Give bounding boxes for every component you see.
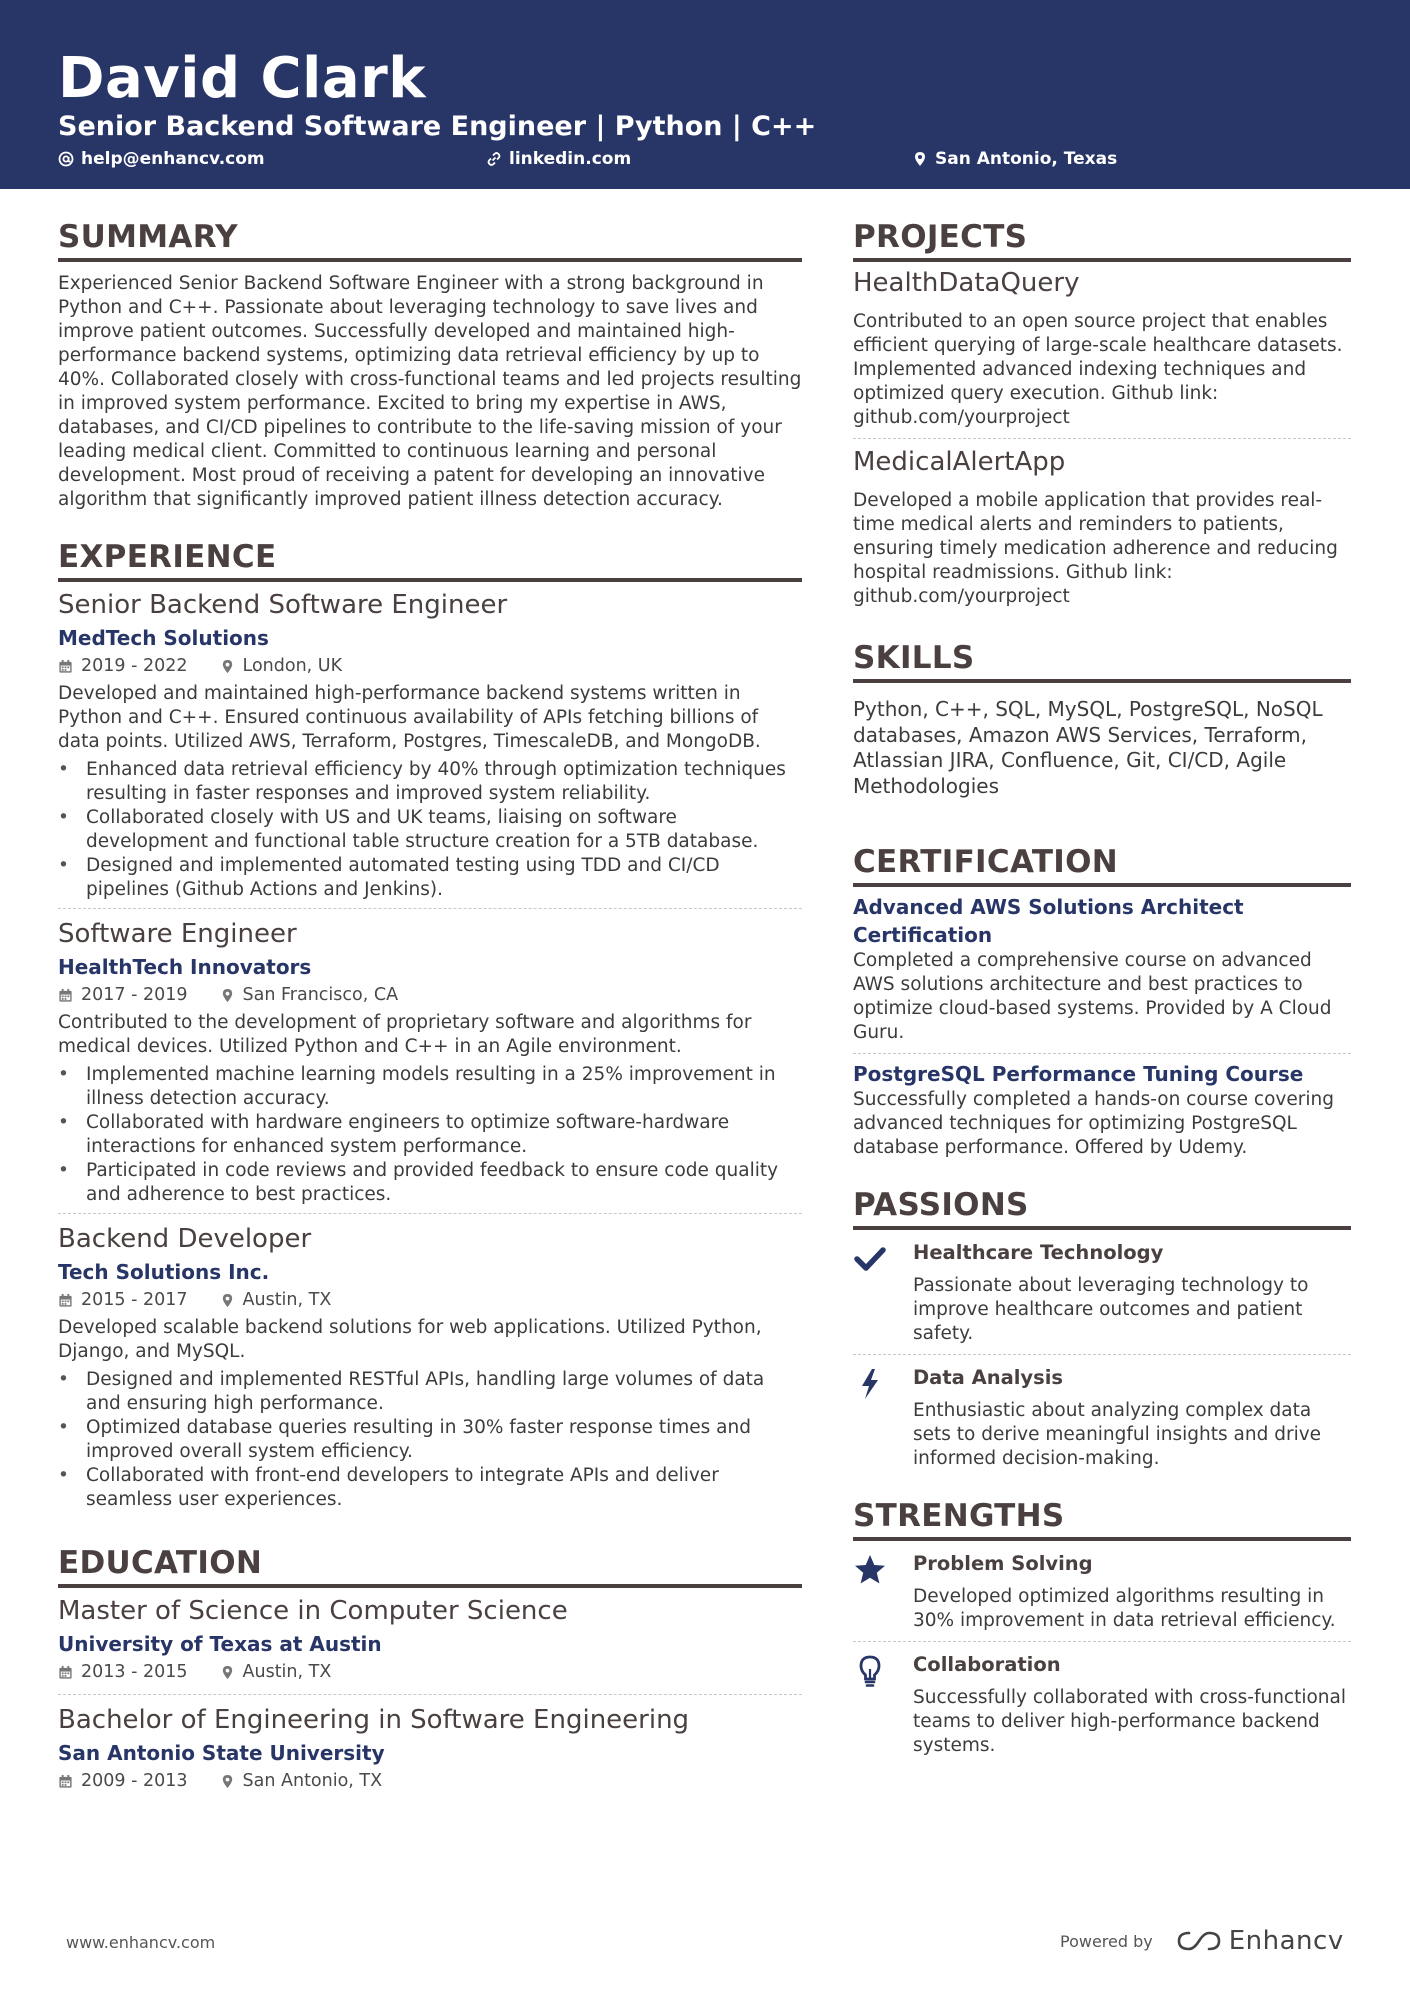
strength-entry <box>853 1642 1351 1766</box>
bullet-item: • Collaborated with front-end developers to integrate APIs and deliver seamless user experiences. <box>58 1464 802 1512</box>
job-role: Backend Developer <box>58 1224 312 1254</box>
strengths-heading: STRENGTHS <box>853 1497 1351 1541</box>
passion-entry <box>853 1230 1351 1355</box>
bullet-item: • Implemented machine learning models resulting in a 25% improvement in illness detection accuracy. <box>58 1063 802 1111</box>
bullet-item: • Designed and implemented automated testing using TDD and CI/CD pipelines (Github Actions and Jenkins). <box>58 854 802 902</box>
certification-heading: CERTIFICATION <box>853 843 1351 887</box>
job-company: Tech Solutions Inc. <box>58 1260 270 1284</box>
education-entry <box>58 1594 802 1695</box>
calendar-icon <box>58 659 73 674</box>
job-bullets <box>58 1368 802 1512</box>
degree-title: Master of Science in Computer Science <box>58 1596 568 1626</box>
project-entry <box>853 266 1351 439</box>
at-icon <box>58 151 74 167</box>
passion-title: Healthcare Technology <box>913 1241 1164 1264</box>
strength-description: Successfully collaborated with cross-functional teams to deliver high-performance backend systems. <box>913 1687 1347 1756</box>
project-title: MedicalAlertApp <box>853 447 1066 477</box>
certification-entry <box>853 1060 1351 1168</box>
bullet-item: • Collaborated with hardware engineers to optimize software-hardware interactions for enhanced system performance. <box>58 1111 802 1159</box>
job-role: Software Engineer <box>58 919 297 949</box>
brand-name: Enhancv <box>1228 1926 1344 1956</box>
bullet-item: • Participated in code reviews and provided feedback to ensure code quality and adherence to best practices. <box>58 1159 802 1207</box>
education-location: Austin, TX <box>242 1662 332 1682</box>
job-role: Senior Backend Software Engineer <box>58 590 508 620</box>
star-icon <box>853 1553 887 1587</box>
school-name: University of Texas at Austin <box>58 1632 382 1656</box>
job-location: San Francisco, CA <box>242 985 399 1005</box>
bullet-item: • Optimized database queries resulting in 30% faster response times and improved overall system efficiency. <box>58 1416 802 1464</box>
candidate-name: David Clark <box>58 46 426 111</box>
footer-powered <box>1060 1926 1344 1956</box>
job-meta <box>58 653 802 679</box>
bullet-item: • Designed and implemented RESTful APIs, handling large volumes of data and ensuring high performance. <box>58 1368 802 1416</box>
job-location: London, UK <box>242 656 343 676</box>
job-description: Developed scalable backend solutions for web applications. Utilized Python, Django, and MySQL. <box>58 1317 762 1362</box>
right-column <box>853 218 1351 1766</box>
education-dates: 2009 - 2013 <box>81 1771 188 1791</box>
candidate-headline: Senior Backend Software Engineer | Python | C++ <box>58 111 817 142</box>
education-entry <box>58 1703 802 1803</box>
powered-by-label: Powered by <box>1060 1931 1153 1951</box>
job-description: Contributed to the development of proprietary software and algorithms for medical devices. Utilized Python and C++ in an Agile environment. <box>58 1012 752 1057</box>
project-description: Developed a mobile application that provides real-time medical alerts and reminders to patients, ensuring timely medication adherence and reducing hospital readmissions. Github link: github.com/yourproject <box>853 490 1338 607</box>
brand-logo[interactable] <box>1177 1926 1344 1956</box>
degree-title: Bachelor of Engineering in Software Engineering <box>58 1705 690 1735</box>
project-description: Contributed to an open source project that enables efficient querying of large-scale healthcare datasets. Implemented advanced indexing techniques and optimized query execution. Github link: github.com/yourproject <box>853 311 1343 428</box>
calendar-icon <box>58 1774 73 1789</box>
strength-title: Collaboration <box>913 1653 1061 1676</box>
map-pin-icon <box>912 151 928 167</box>
certification-title: PostgreSQL Performance Tuning Course <box>853 1062 1304 1086</box>
job-location: Austin, TX <box>242 1290 332 1310</box>
calendar-icon <box>58 988 73 1003</box>
education-dates: 2013 - 2015 <box>81 1662 188 1682</box>
certification-description: Successfully completed a hands-on course covering advanced techniques for optimizing PostgreSQL database performance. Offered by Udemy. <box>853 1089 1334 1158</box>
passion-entry <box>853 1355 1351 1479</box>
contact-linkedin-text: linkedin.com <box>509 149 632 169</box>
summary-heading: SUMMARY <box>58 218 802 262</box>
map-pin-icon <box>220 1665 235 1680</box>
map-pin-icon <box>220 1293 235 1308</box>
job-description: Developed and maintained high-performance backend systems written in Python and C++. Ensured continuous availability of APIs fetching billions of data points. Utilized AWS, Terraform, Postgres, TimescaleDB, and MongoDB. <box>58 683 761 752</box>
job-meta <box>58 1287 802 1313</box>
project-entry <box>853 445 1351 617</box>
education-location: San Antonio, TX <box>242 1771 383 1791</box>
strength-title: Problem Solving <box>913 1552 1093 1575</box>
bullet-item: • Enhanced data retrieval efficiency by 40% through optimization techniques resulting in faster responses and improved system reliability. <box>58 758 802 806</box>
job-dates: 2017 - 2019 <box>81 985 188 1005</box>
project-title: HealthDataQuery <box>853 268 1080 298</box>
footer-website[interactable]: www.enhancv.com <box>66 1933 216 1952</box>
bullet-item: • Collaborated closely with US and UK teams, liaising on software development and functional table structure creation for a 5TB database. <box>58 806 802 854</box>
passion-description: Enthusiastic about analyzing complex data sets to derive meaningful insights and drive informed decision-making. <box>913 1400 1322 1469</box>
lightning-icon <box>853 1367 887 1401</box>
map-pin-icon <box>220 1774 235 1789</box>
contact-location-text: San Antonio, Texas <box>935 149 1118 169</box>
summary-text: Experienced Senior Backend Software Engineer with a strong background in Python and C++. Passionate about leveraging technology to save lives and improve patient outcomes. Successfully developed and maintained high-performance backend systems, optimizing data retrieval efficiency by up to 40%. Collaborated closely with cross-functional teams and led projects resulting in improved system performance. Excited to bring my expertise in AWS, databases, and CI/CD pipelines to contribute to the life-saving mission of your leading medical client. Committed to continuous learning and personal development. Most proud of receiving a patent for developing an innovative algorithm that significantly improved patient illness detection accuracy. <box>58 273 802 510</box>
checkmark-icon <box>853 1242 887 1276</box>
contact-location <box>912 147 1117 171</box>
strength-description: Developed optimized algorithms resulting in 30% improvement in data retrieval efficiency. <box>913 1586 1336 1631</box>
lightbulb-icon <box>853 1654 887 1688</box>
education-meta <box>58 1768 802 1794</box>
job-dates: 2015 - 2017 <box>81 1290 188 1310</box>
strength-entry <box>853 1541 1351 1642</box>
school-name: San Antonio State University <box>58 1741 385 1765</box>
experience-heading: EXPERIENCE <box>58 538 802 582</box>
passion-title: Data Analysis <box>913 1366 1064 1389</box>
job-meta <box>58 982 802 1008</box>
calendar-icon <box>58 1665 73 1680</box>
job-company: MedTech Solutions <box>58 626 269 650</box>
header-banner <box>0 0 1410 189</box>
education-meta <box>58 1659 802 1685</box>
job-company: HealthTech Innovators <box>58 955 312 979</box>
certification-description: Completed a comprehensive course on advanced AWS solutions architecture and best practices to optimize cloud-based systems. Provided by A Cloud Guru. <box>853 950 1332 1043</box>
link-icon <box>486 151 502 167</box>
calendar-icon <box>58 1293 73 1308</box>
map-pin-icon <box>220 988 235 1003</box>
passions-heading: PASSIONS <box>853 1186 1351 1230</box>
job-bullets <box>58 758 802 902</box>
job-bullets <box>58 1063 802 1207</box>
job-dates: 2019 - 2022 <box>81 656 188 676</box>
certification-title: Advanced AWS Solutions Architect Certification <box>853 895 1244 947</box>
experience-entry <box>58 1222 802 1518</box>
contact-email-text: help@enhancv.com <box>81 149 265 169</box>
enhancv-logo-icon <box>1177 1929 1221 1953</box>
left-column <box>58 218 802 1803</box>
certification-entry <box>853 893 1351 1054</box>
experience-entry <box>58 588 802 909</box>
contact-email[interactable] <box>58 147 265 171</box>
skills-list: Python, C++, SQL, MySQL, PostgreSQL, NoSQL databases, Amazon AWS Services, Terraform, Atlassian JIRA, Confluence, Git, CI/CD, Agile Methodologies <box>853 697 1323 798</box>
experience-entry <box>58 917 802 1214</box>
projects-heading: PROJECTS <box>853 218 1351 262</box>
education-heading: EDUCATION <box>58 1544 802 1588</box>
passion-description: Passionate about leveraging technology to improve healthcare outcomes and patient safety. <box>913 1275 1309 1344</box>
skills-heading: SKILLS <box>853 639 1351 683</box>
contact-linkedin[interactable] <box>486 147 631 171</box>
map-pin-icon <box>220 659 235 674</box>
